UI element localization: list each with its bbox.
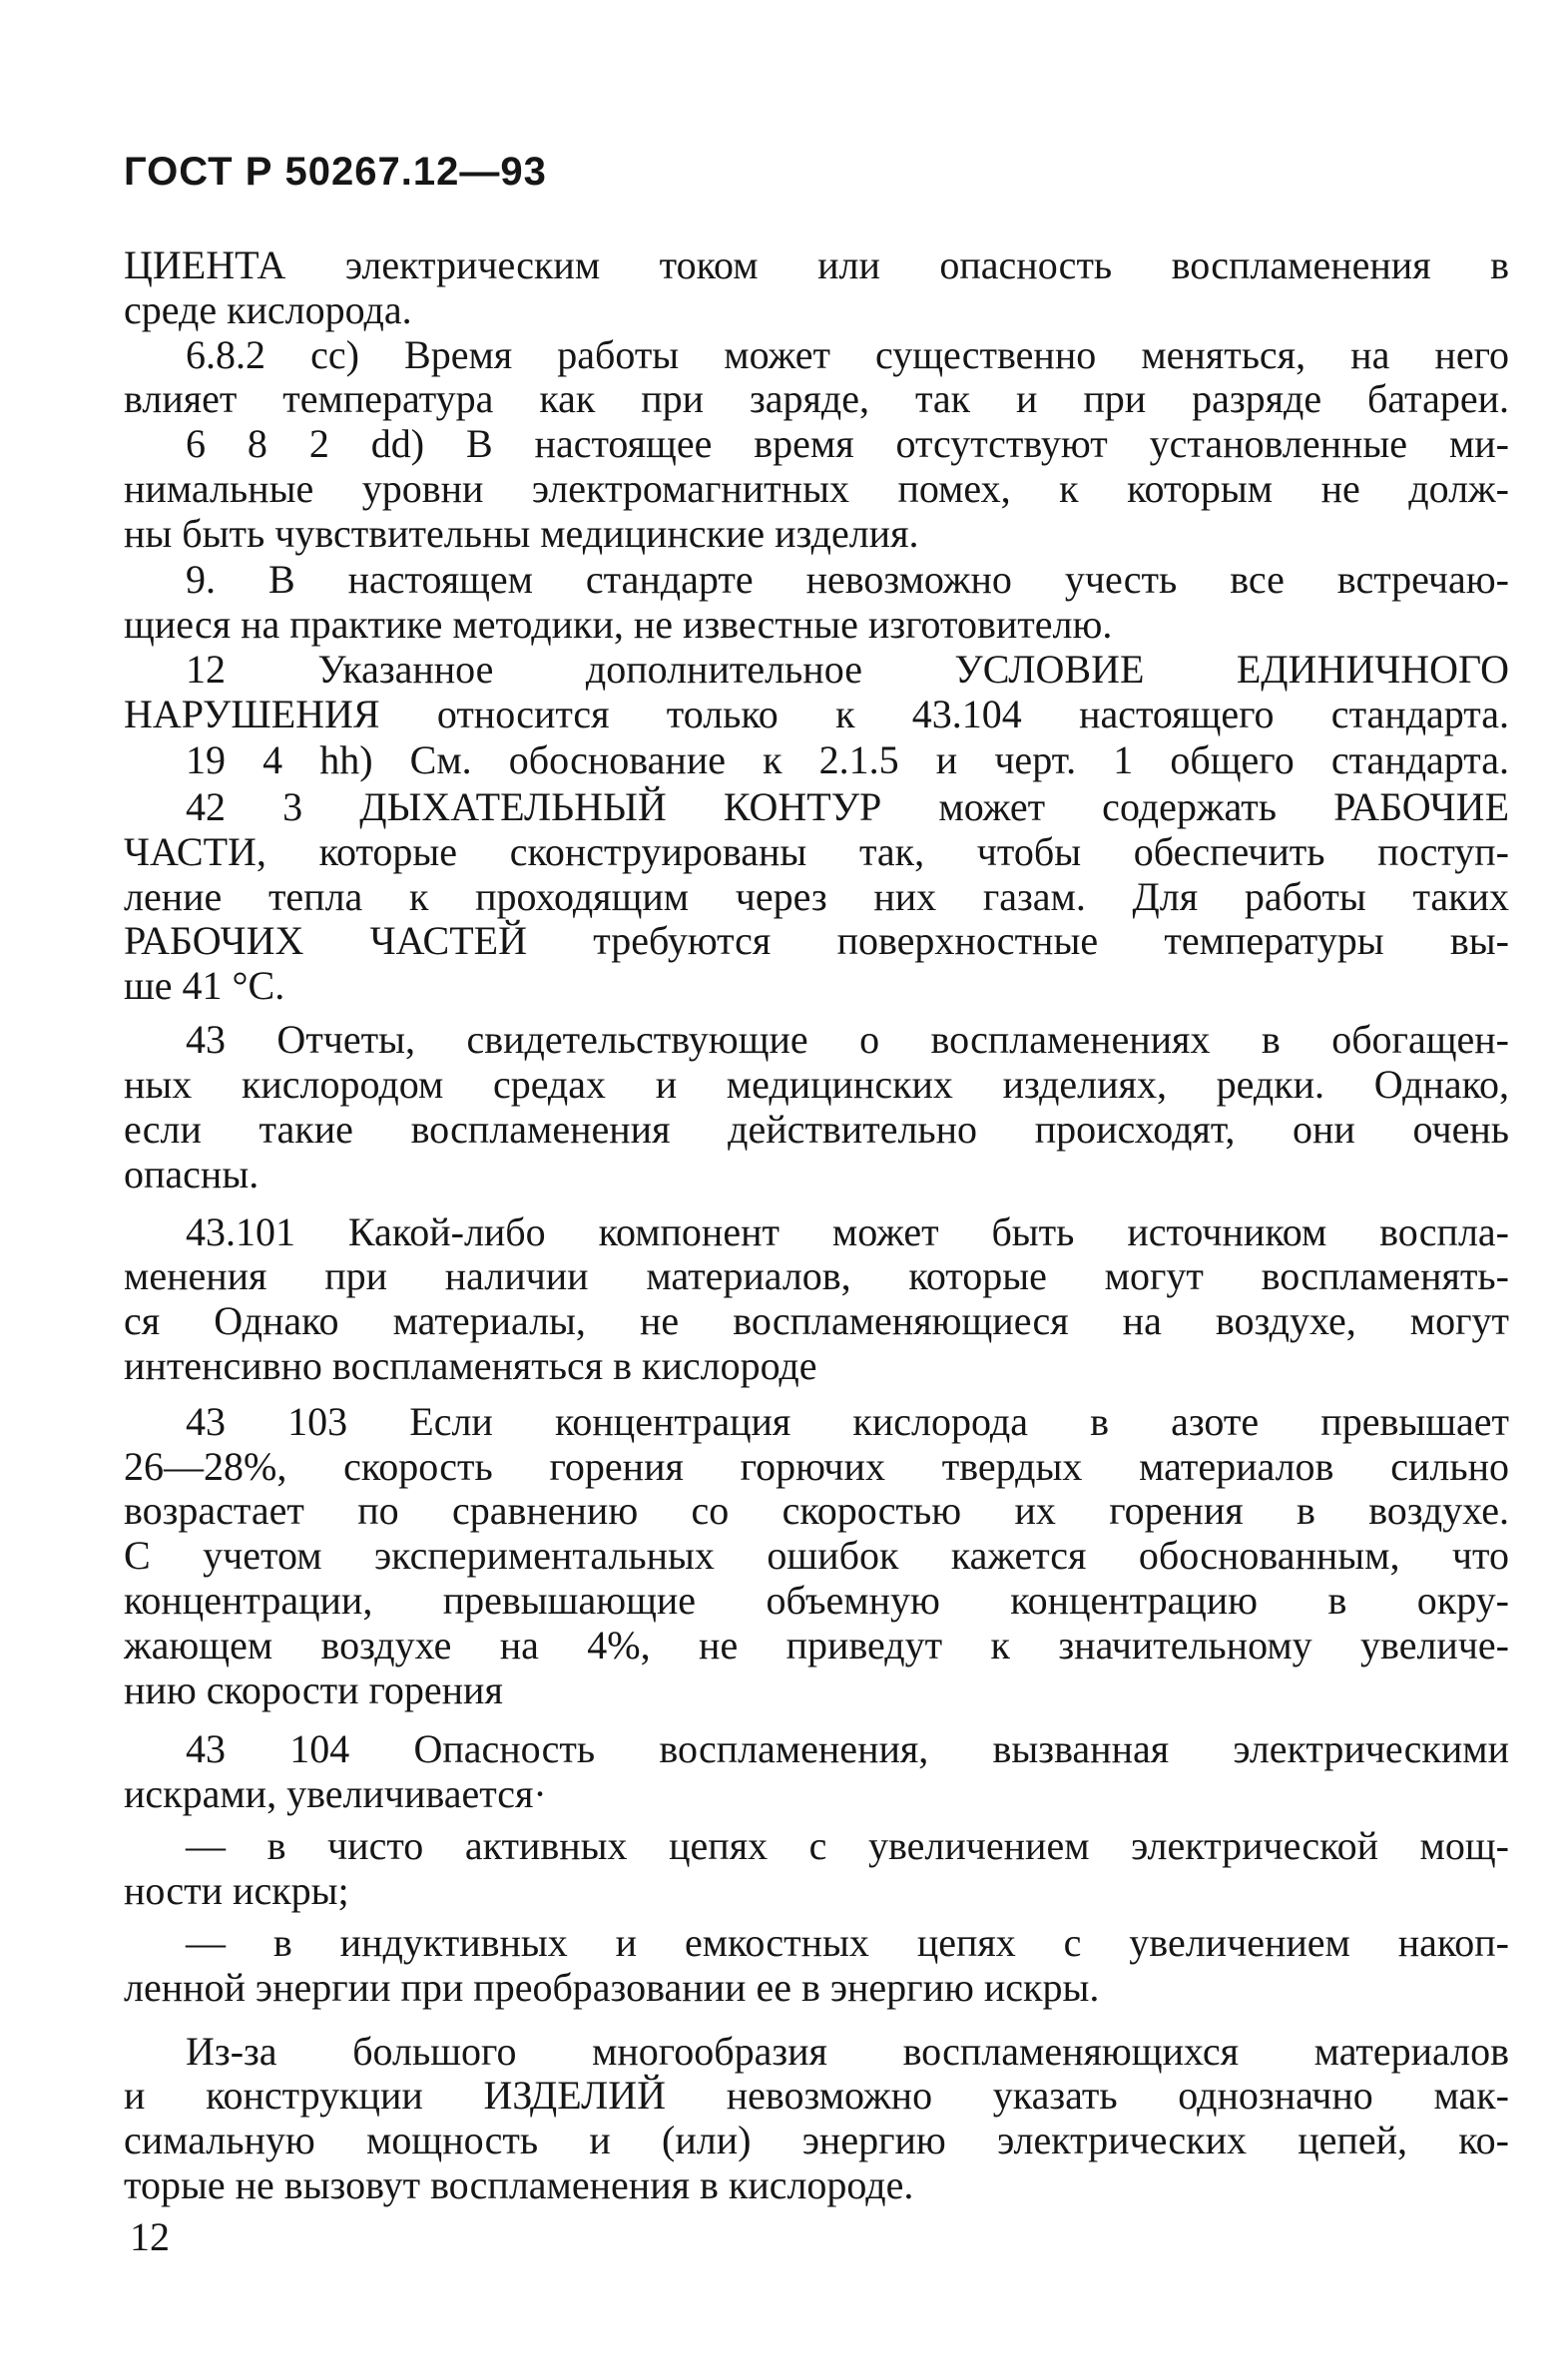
text-line: 42 3 ДЫХАТЕЛЬНЫЙ КОНТУР может содержать РАБОЧИЕ — [186, 784, 1509, 830]
document-header: ГОСТ Р 50267.12—93 — [124, 150, 547, 194]
text-line: ных кислородом средах и медицинских изделиях, редки. Однако, — [124, 1062, 1509, 1108]
text-line: 6.8.2 сс) Время работы может существенно меняться, на него — [186, 331, 1509, 377]
text-line: ление тепла к проходящим через них газам. Для работы таких — [124, 873, 1509, 919]
text-line: опасны. — [124, 1151, 260, 1196]
text-line: — в индуктивных и емкостных цепях с увеличением накоп- — [186, 1920, 1509, 1966]
text-line: 43 104 Опасность воспламенения, вызванная электрическими — [186, 1726, 1509, 1772]
text-line: НАРУШЕНИЯ относится только к 43.104 настоящего стандарта. — [124, 691, 1509, 736]
text-line: щиеся на практике методики, не известные изготовителю. — [124, 602, 1113, 648]
text-line: ся Однако материалы, не воспламеняющиеся на воздухе, могут — [124, 1298, 1509, 1344]
text-line: ше 41 °С. — [124, 963, 285, 1009]
text-line: 6 8 2 dd) В настоящее время отсутствуют установленные ми- — [186, 421, 1509, 467]
text-line: и конструкции ИЗДЕЛИЙ невозможно указать однозначно мак- — [124, 2073, 1509, 2119]
text-line: Из-за большого многообразия воспламеняющихся материалов — [186, 2028, 1509, 2074]
text-line: нимальные уровни электромагнитных помех, к которым не долж- — [124, 465, 1509, 511]
text-line: среде кислорода. — [124, 286, 412, 332]
text-line: интенсивно воспламеняться в кислороде — [124, 1342, 817, 1388]
text-line: жающем воздухе на 4%, не приведут к значительному увеличе- — [124, 1622, 1509, 1667]
text-line: концентрации, превышающие объемную концентрацию в окру- — [124, 1578, 1509, 1624]
page-number: 12 — [130, 2214, 170, 2259]
text-line: 26—28%, скорость горения горючих твердых материалов сильно — [124, 1443, 1509, 1489]
text-line: 43 103 Если концентрация кислорода в азоте превышает — [186, 1398, 1509, 1444]
text-line: влияет температура как при заряде, так и при разряде батареи. — [124, 376, 1509, 422]
text-line: — в чисто активных цепях с увеличением электрической мощ- — [186, 1823, 1509, 1869]
text-line: если такие воспламенения действительно происходят, они очень — [124, 1106, 1509, 1152]
text-line: ленной энергии при преобразовании ее в энергию искры. — [124, 1965, 1100, 2011]
text-line: С учетом экспериментальных ошибок кажется обоснованным, что — [124, 1533, 1509, 1579]
text-line: РАБОЧИХ ЧАСТЕЙ требуются поверхностные температуры вы- — [124, 918, 1509, 964]
text-line: 43.101 Какой-либо компонент может быть источником воспла- — [186, 1208, 1509, 1254]
text-line: нию скорости горения — [124, 1666, 503, 1712]
text-line: 9. В настоящем стандарте невозможно учесть все встречаю- — [186, 557, 1509, 603]
text-line: искрами, увеличивается· — [124, 1771, 547, 1817]
text-line: 43 Отчеты, свидетельствующие о воспламенениях в обогащен- — [186, 1017, 1509, 1063]
text-line: ЦИЕНТА электрическим током или опасность воспламенения в — [124, 242, 1509, 287]
text-line: менения при наличии материалов, которые могут воспламенять- — [124, 1253, 1509, 1299]
text-line: ны быть чувствительны медицинские изделия. — [124, 510, 919, 556]
text-line: симальную мощность и (или) энергию электрических цепей, ко- — [124, 2118, 1509, 2163]
text-line: возрастает по сравнению со скоростью их горения в воздухе. — [124, 1488, 1509, 1534]
text-line: 12 Указанное дополнительное УСЛОВИЕ ЕДИНИЧНОГО — [186, 646, 1509, 692]
text-line: 19 4 hh) См. обоснование к 2.1.5 и черт. 1 общего стандарта. — [186, 737, 1509, 783]
text-line: ЧАСТИ, которые сконструированы так, чтобы обеспечить поступ- — [124, 828, 1509, 874]
text-line: торые не вызовут воспламенения в кислороде. — [124, 2162, 914, 2207]
text-line: ности искры; — [124, 1868, 349, 1914]
